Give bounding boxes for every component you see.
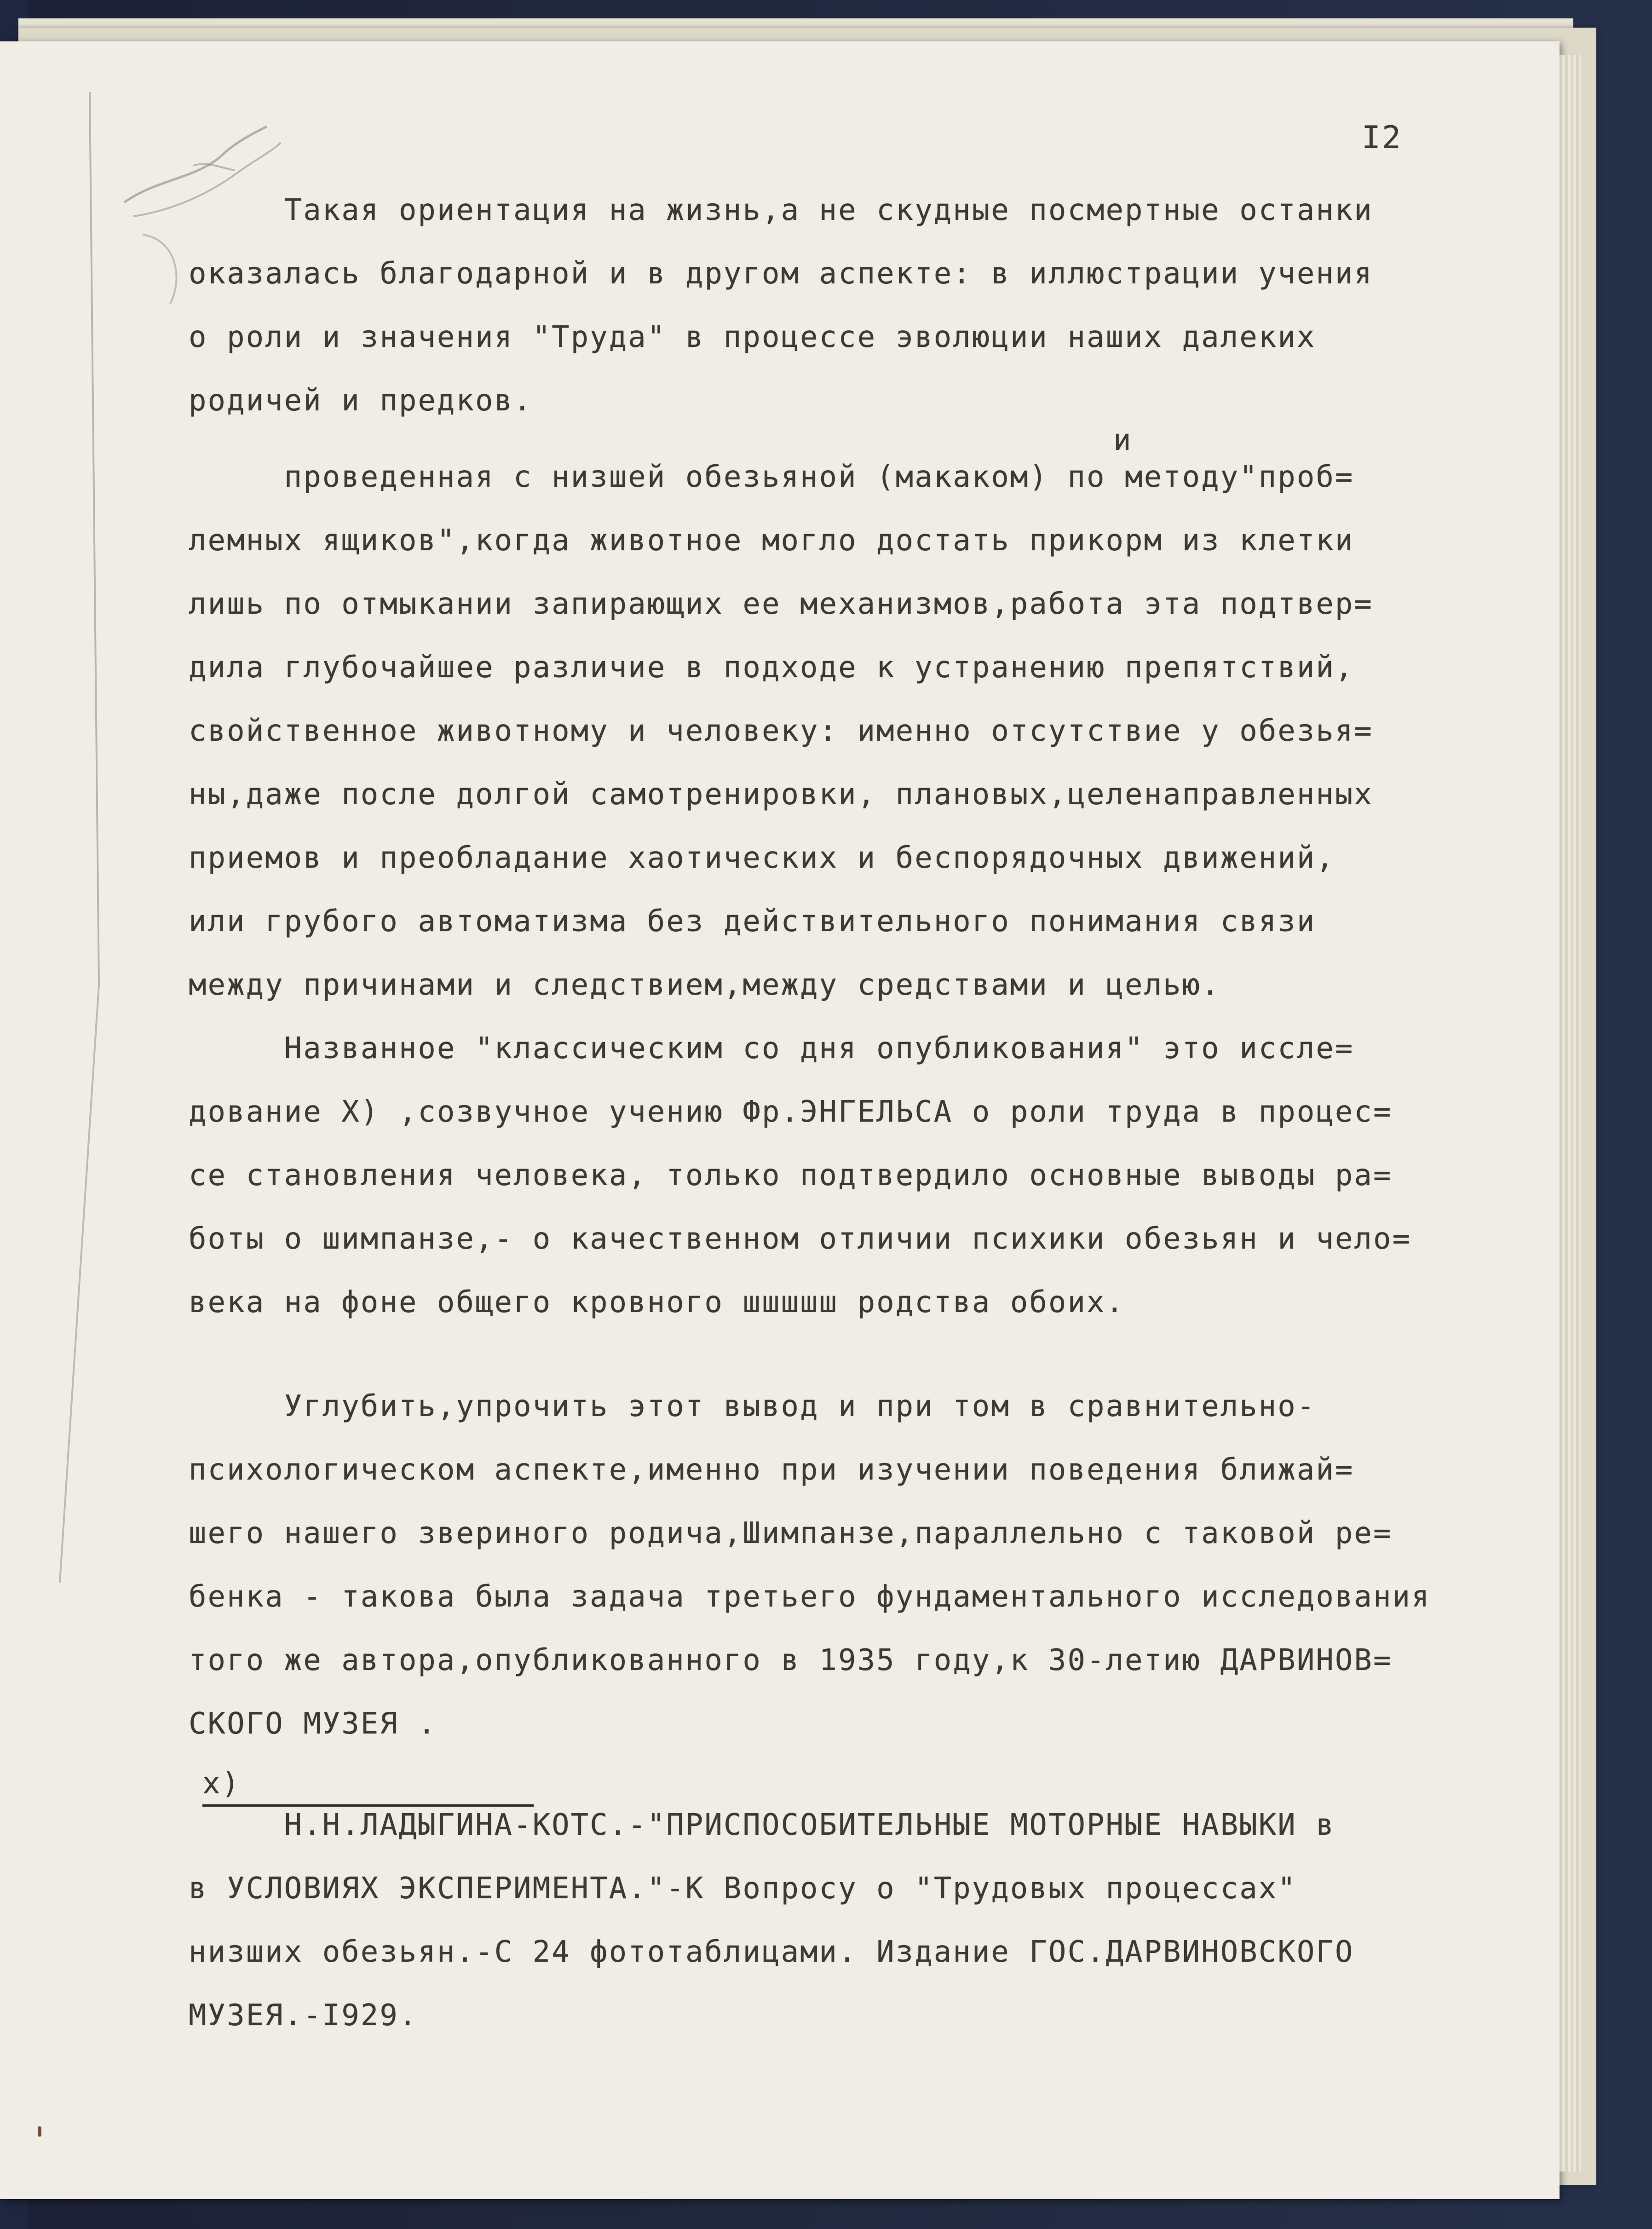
text-line: родичей и предков.	[189, 384, 533, 418]
text-line: того же автора,опубликованного в 1935 году,к 30-летию ДАРВИНОВ=	[189, 1643, 1393, 1677]
footnote-line: в УСЛОВИЯХ ЭКСПЕРИМЕНТА."-К Вопросу о "Трудовых процессах"	[189, 1872, 1297, 1906]
text-line: Названное "классическим со дня опубликования" это иссле=	[189, 1031, 1354, 1066]
text-line: дование Х) ,созвучное учению Фр.ЭНГЕЛЬСА о роли труда в процес=	[189, 1095, 1393, 1129]
text-line: оказалась благодарной и в другом аспекте: в иллюстрации учения	[189, 257, 1373, 291]
stacked-page-edges	[1560, 55, 1581, 2171]
typewritten-page	[0, 41, 1560, 2199]
text-line: свойственное животному и человеку: именно отсутствие у обезья=	[189, 714, 1373, 748]
text-line: се становления человека, только подтвердило основные выводы ра=	[189, 1158, 1393, 1192]
paper-speck	[38, 2126, 41, 2137]
text-line: приемов и преобладание хаотических и беспорядочных движений,	[189, 841, 1335, 875]
footnote-rule	[202, 1804, 534, 1807]
text-line: боты о шимпанзе,- о качественном отличии психики обезьян и чело=	[189, 1222, 1411, 1256]
footnote-line: Н.Н.ЛАДЫГИНА-КОТС.-"ПРИСПОСОБИТЕЛЬНЫЕ МОТОРНЫЕ НАВЫКИ в	[189, 1808, 1335, 1842]
footnote-line: МУЗЕЯ.-I929.	[189, 1999, 418, 2033]
text-line: лишь по отмыкании запирающих ее механизмов,работа эта подтвер=	[189, 587, 1373, 621]
text-line: века на фоне общего кровного шшшшш родства обоих.	[189, 1285, 1125, 1319]
text-line: Углубить,упрочить этот вывод и при том в сравнительно-	[189, 1389, 1316, 1423]
text-line: Такая ориентация на жизнь,а не скудные посмертные останки	[189, 193, 1373, 227]
footnote-marker: х)	[202, 1767, 241, 1801]
text-line: или грубого автоматизма без действительного понимания связи	[189, 904, 1316, 939]
handwritten-insertion: и	[1113, 423, 1133, 457]
text-line: лемных ящиков",когда животное могло достать прикорм из клетки	[189, 524, 1354, 558]
text-line: СКОГО МУЗЕЯ .	[189, 1707, 437, 1741]
text-line: о роли и значения "Труда" в процессе эволюции наших далеких	[189, 320, 1316, 354]
text-line: проведенная с низшей обезьяной (макаком) по методу"проб=	[189, 460, 1354, 494]
text-line: ны,даже после долгой самотренировки, плановых,целенаправленных	[189, 778, 1373, 812]
text-line: дила глубочайшее различие в подходе к устранению препятствий,	[189, 651, 1354, 685]
text-line: шего нашего звериного родича,Шимпанзе,параллельно с таковой ре=	[189, 1516, 1393, 1550]
page-number: I2	[1362, 120, 1402, 156]
text-line: психологическом аспекте,именно при изучении поведения ближай=	[189, 1453, 1354, 1487]
footnote-line: низших обезьян.-С 24 фототаблицами. Издание ГОС.ДАРВИНОВСКОГО	[189, 1935, 1354, 1969]
text-line: между причинами и следствием,между средствами и целью.	[189, 968, 1220, 1002]
text-line: бенка - такова была задача третьего фундаментального исследования	[189, 1580, 1431, 1614]
